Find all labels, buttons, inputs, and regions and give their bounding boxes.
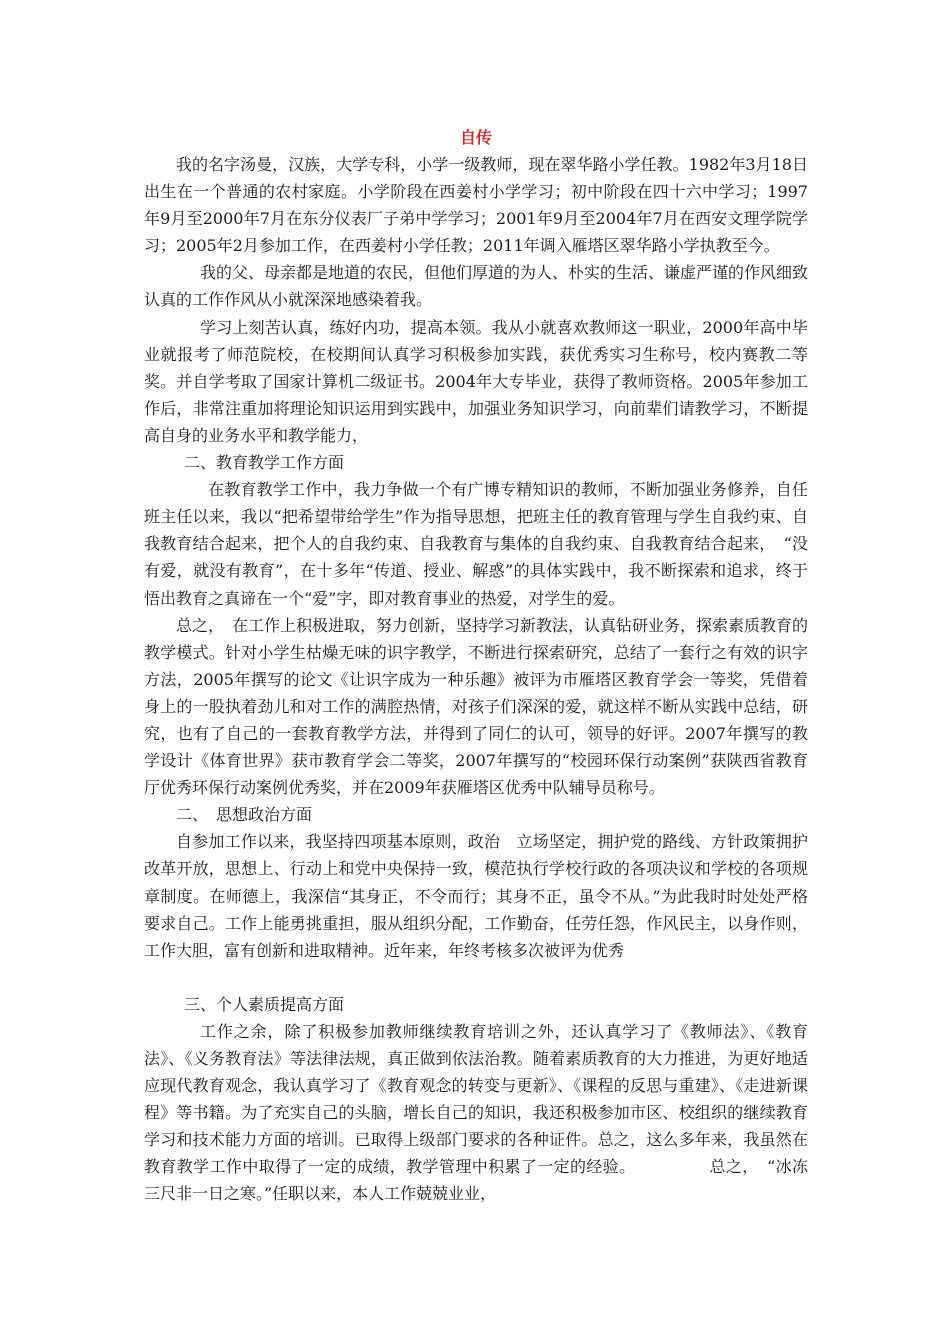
document-title: 自传 — [459, 128, 492, 147]
blank-line — [144, 964, 808, 991]
document-page — [144, 124, 808, 1208]
paragraph-teaching: 在教育教学工作中，我力争做一个有广博专精知识的教师，不断加强业务修养，自任班主任以来，我以“把希望带给学生”作为指导思想，把班主任的教育管理与学生自我约束、自我教育结合起来，把个人的自我约束、自我教育与集体的自我约束、自我教育结合起来， “没有爱，就没有教育”，在十多年“传道、授业、解惑”的具体实践中，我不断探索和追求，终于悟出教育之真谛在一个“爱”字，即对教育事业的热爱，对学生的爱。 — [144, 480, 808, 608]
heading-personal: 三、个人素质提高方面 — [184, 994, 345, 1014]
heading-teaching: 二、教育教学工作方面 — [184, 453, 345, 473]
paragraph-personal: 工作之余，除了积极参加教师继续教育培训之外，还认真学习了《教师法》、《教育法》、《义务教育法》等法律法规，真正做到依法治教。随着素质教育的大力推进，为更好地适应现代教育观念，我认真学习了《教育观念的转变与更新》、《课程的反思与重建》、《走进新课程》等书籍。为了充实自己的头脑，增长自己的知识，我还积极参加市区、校组织的继续教育学习和技术能力方面的培训。已取得上级部门要求的各种证件。总之，这么多年来，我虽然在教育教学工作中取得了一定的成绩，教学管理中积累了一定的经验。 总之， “冰冻三尺非一日之寒。”任职以来，本人工作兢兢业业， — [144, 1021, 808, 1204]
paragraph-summary: 总之， 在工作上积极进取，努力创新，坚持学习新教法，认真钻研业务，探索素质教育的教学模式。针对小学生枯燥无味的识字教学，不断进行探索研究，总结了一套行之有效的识字方法，2005年撰写的论文《让识字成为一种乐趣》被评为市雁塔区教育学会一等奖，凭借着身上的一股执着劲儿和对工作的满腔热情，对孩子们深深的爱，就这样不断从实践中总结，研究，也有了自己的一套教育教学方法，并得到了同仁的认可，领导的好评。2007年撰写的教学设计《体育世界》获市教育学会二等奖，2007年撰写的“校园环保行动案例”获陕西省教育厅优秀环保行动案例优秀奖，并在2009年获雁塔区优秀中队辅导员称号。 — [144, 615, 809, 798]
paragraph-study: 学习上刻苦认真，练好内功，提高本领。我从小就喜欢教师这一职业，2000年高中毕业就报考了师范院校，在校期间认真学习积极参加实践，获优秀实习生称号，校内赛教二等奖。并自学考取了国家计算机二级证书。2004年大专毕业，获得了教师资格。2005年参加工作后，非常注重加将理论知识运用到实践中，加强业务知识学习，向前辈们请教学习，不断提高自身的业务水平和教学能力， — [144, 317, 808, 445]
paragraph-biography: 我的名字汤曼，汉族，大学专科，小学一级教师，现在翠华路小学任教。1982年3月18日出生在一个普通的农村家庭。小学阶段在西姜村小学学习；初中阶段在四十六中学习；1997年9月至2000年7月在东分仪表厂子弟中学学习；2001年9月至2004年7月在西安文理学院学习；2005年2月参加工作，在西姜村小学任教；2011年调入雁塔区翠华路小学执教至今。 — [144, 155, 808, 256]
heading-politics: 二、 思想政治方面 — [176, 805, 313, 825]
paragraph-parents: 我的父、母亲都是地道的农民，但他们厚道的为人、朴实的生活、谦虚严谨的作风细致认真的工作作风从小就深深地感染着我。 — [144, 263, 809, 310]
paragraph-politics: 自参加工作以来，我坚持四项基本原则，政治 立场坚定，拥护党的路线、方针政策拥护改革开放，思想上、行动上和党中央保持一致，模范执行学校行政的各项决议和学校的各项规章制度。在师德上，我深信“其身正，不令而行；其身不正，虽令不从。”为此我时时处处严格要求自己。工作上能勇挑重担，服从组织分配，工作勤奋，任劳任怨，作风民主，以身作则，工作大胆，富有创新和进取精神。近年来，年终考核多次被评为优秀 — [144, 832, 808, 960]
